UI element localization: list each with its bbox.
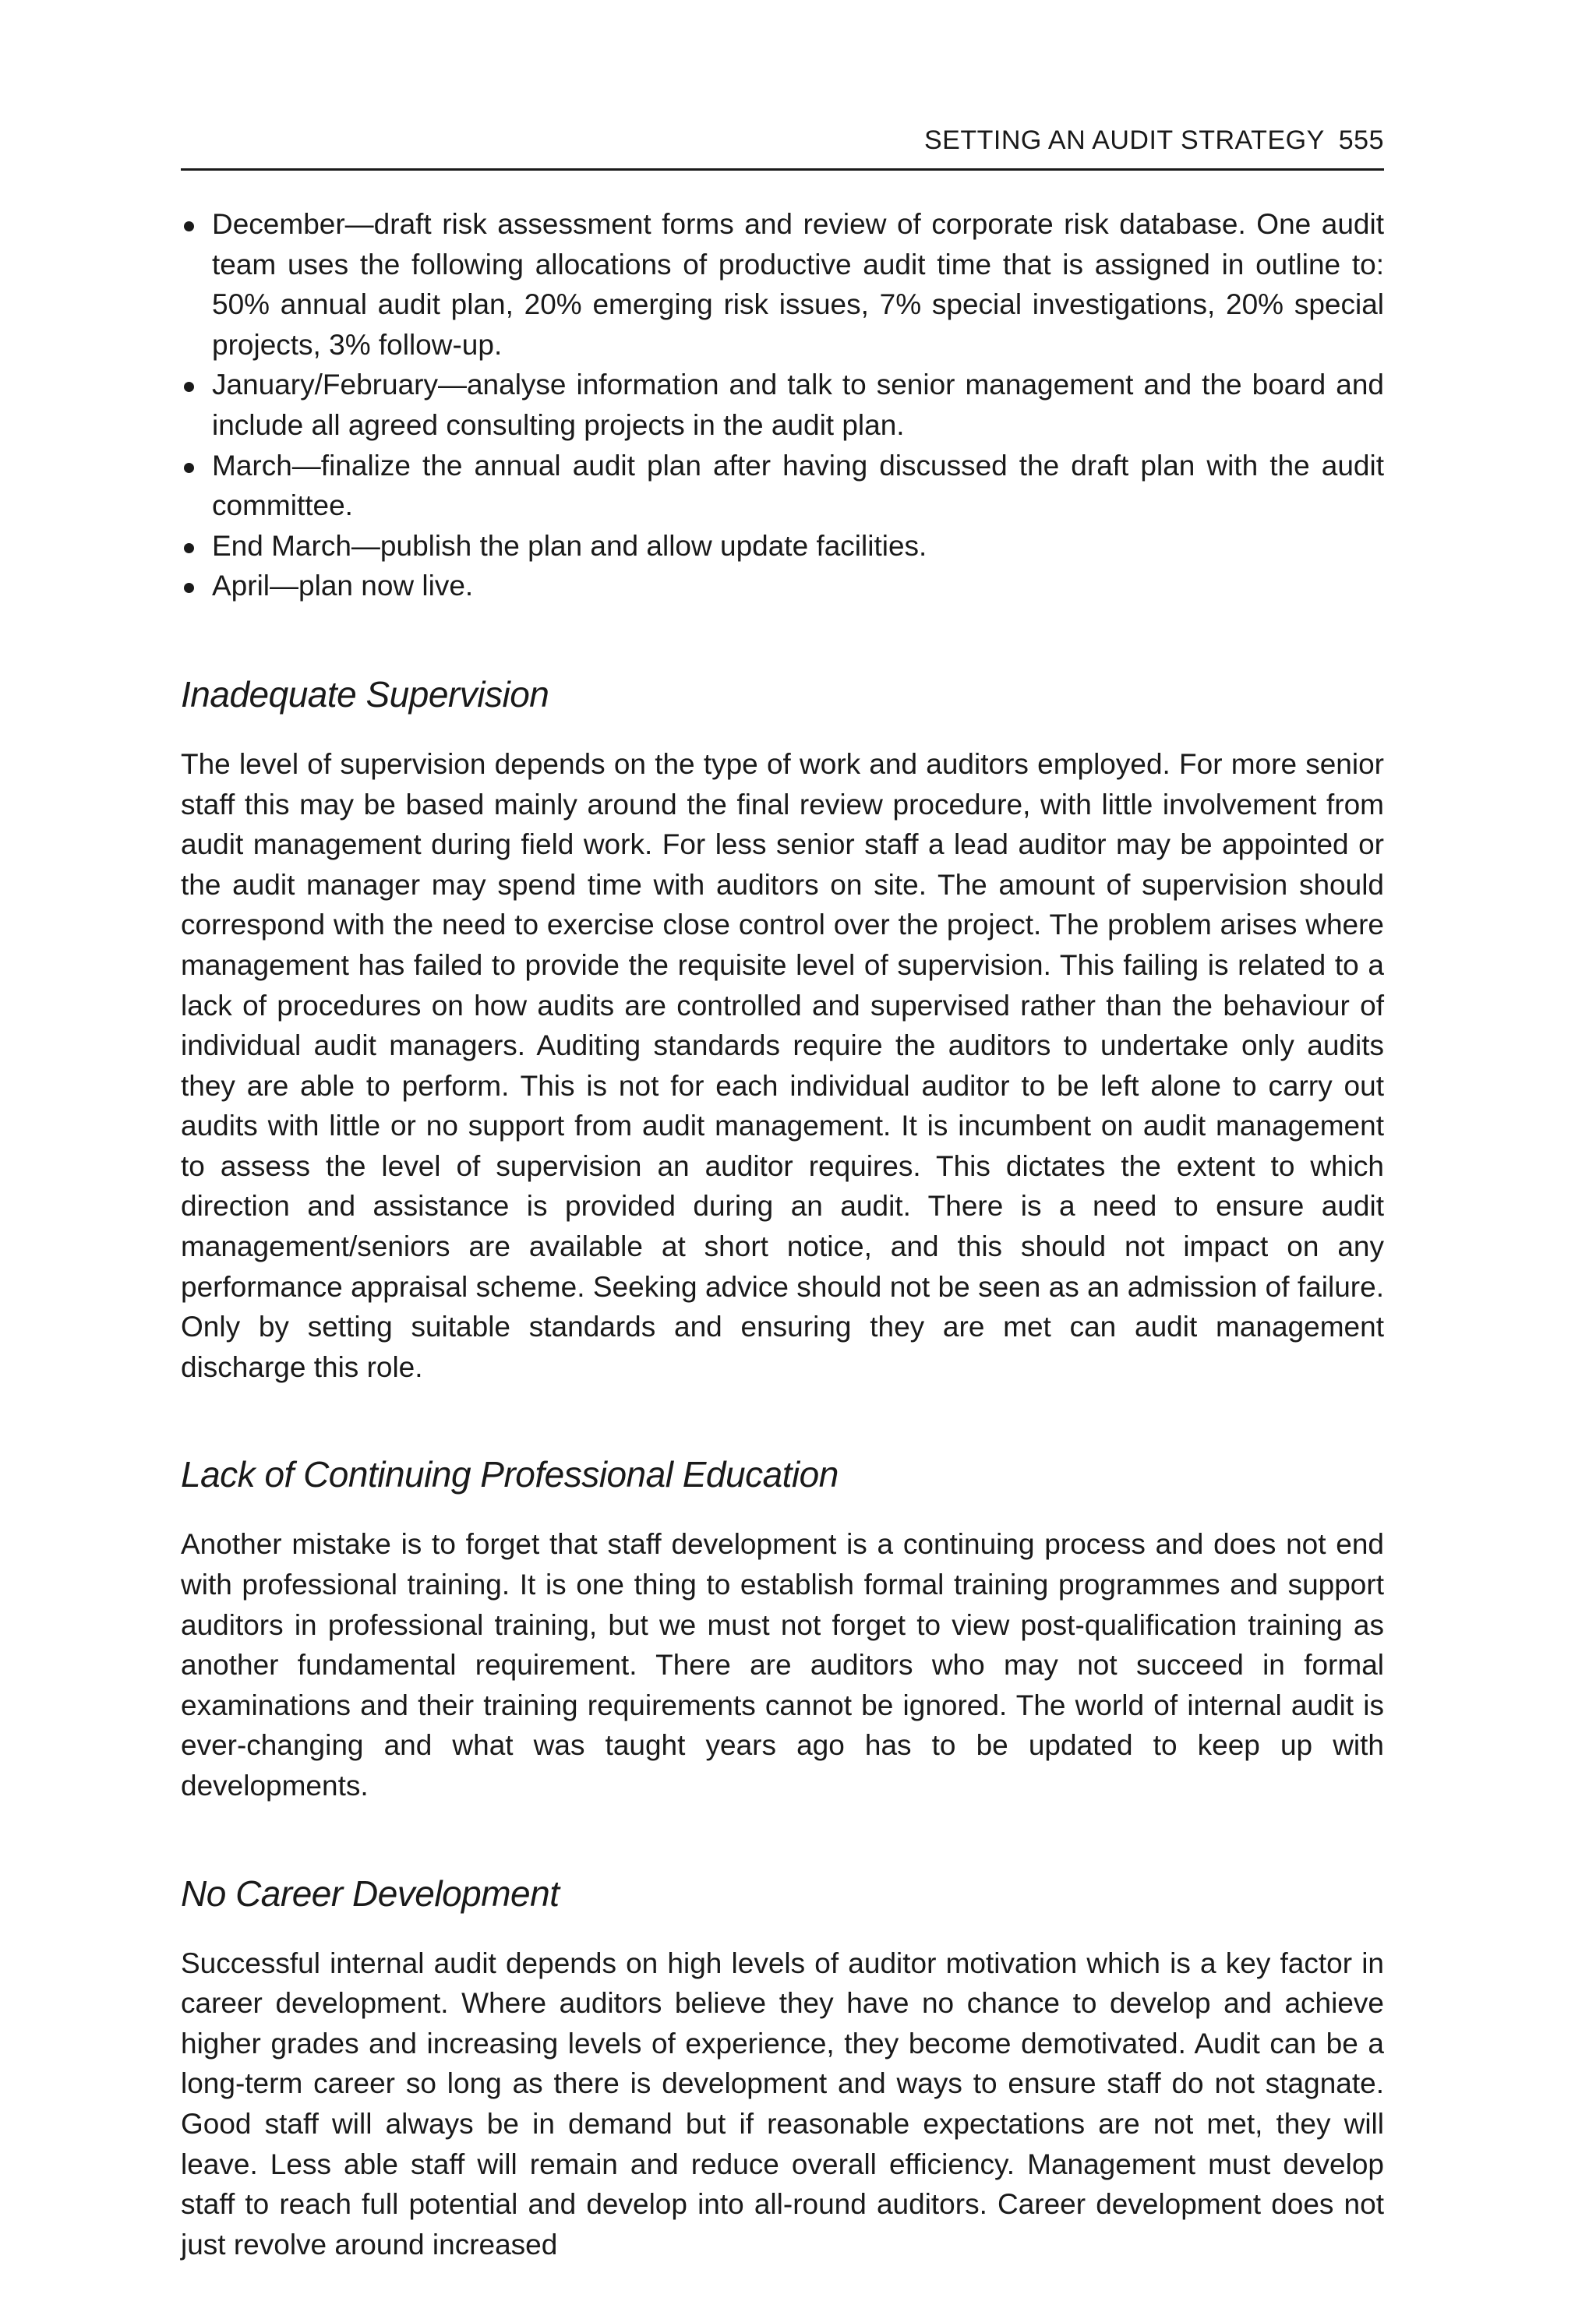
bullet-item-end-march: End March—publish the plan and allow update facilities. [181, 526, 1384, 567]
bullet-item-january-february: January/February—analyse information and talk to senior management and the board and include all agreed consulting projects in the audit plan. [181, 365, 1384, 445]
section-paragraph-continuing-education: Another mistake is to forget that staff development is a continuing process and does not end with professional training. It is one thing to establish formal training programmes and support auditors in professional training, but we must not forget to view post-qualification training as another fundamental requirement. There are auditors who may not succeed in formal examinations and their training requirements cannot be ignored. The world of internal audit is ever-changing and what was taught years ago has to be updated to keep up with developments. [181, 1528, 1384, 1802]
section-heading-career-development: No Career Development [181, 1872, 560, 1914]
section-heading-continuing-education: Lack of Continuing Professional Education [181, 1454, 839, 1495]
running-header [181, 123, 1384, 157]
section-heading-inadequate-supervision: Inadequate Supervision [181, 673, 549, 715]
page-number: 555 [1338, 125, 1384, 155]
bullet-item-december: December—draft risk assessment forms and review of corporate risk database. One audit team uses the following allocations of productive audit time that is assigned in outline to: 50% annual audit plan, 20% emerging risk issues, 7% special investigations, 20% special projects, 3% follow-up. [181, 204, 1384, 365]
section-paragraph-inadequate-supervision: The level of supervision depends on the type of work and auditors employed. For more senior staff this may be based mainly around the final review procedure, with little involvement from audit management during field work. For less senior staff a lead auditor may be appointed or the audit manager may spend time with auditors on site. The amount of supervision should correspond with the need to exercise close control over the project. The problem arises where management has failed to provide the requisite level of supervision. This failing is related to a lack of procedures on how audits are controlled and supervised rather than the behaviour of individual audit managers. Auditing standards require the auditors to undertake only audits they are able to perform. This is not for each individual auditor to be left alone to carry out audits with little or no support from audit management. It is incumbent on audit management to assess the level of supervision an auditor requires. This dictates the extent to which direction and assistance is provided during an audit. There is a need to ensure audit management/seniors are available at short notice, and this should not impact on any performance appraisal scheme. Seeking advice should not be seen as an admission of failure. Only by setting suitable standards and ensuring they are met can audit management discharge this role. [181, 747, 1384, 1383]
timeline-bullet-list [181, 204, 1384, 606]
page-content [181, 204, 1384, 2264]
bullet-item-march: March—finalize the annual audit plan after having discussed the draft plan with the audit committee. [181, 446, 1384, 526]
running-title: SETTING AN AUDIT STRATEGY [923, 125, 1325, 155]
section-paragraph-career-development: Successful internal audit depends on high levels of auditor motivation which is a key factor in career development. Where auditors believe they have no chance to develop and achieve higher grades and increasing levels of experience, they become demotivated. Audit can be a long-term career so long as there is development and ways to ensure staff do not stagnate. Good staff will always be in demand but if reasonable expectations are not met, they will leave. Less able staff will remain and reduce overall efficiency. Management must develop staff to reach full potential and develop into all-round auditors. Career development does not just revolve around increased [181, 1947, 1384, 2261]
header-rule [181, 168, 1384, 171]
bullet-item-april: April—plan now live. [181, 566, 1384, 606]
